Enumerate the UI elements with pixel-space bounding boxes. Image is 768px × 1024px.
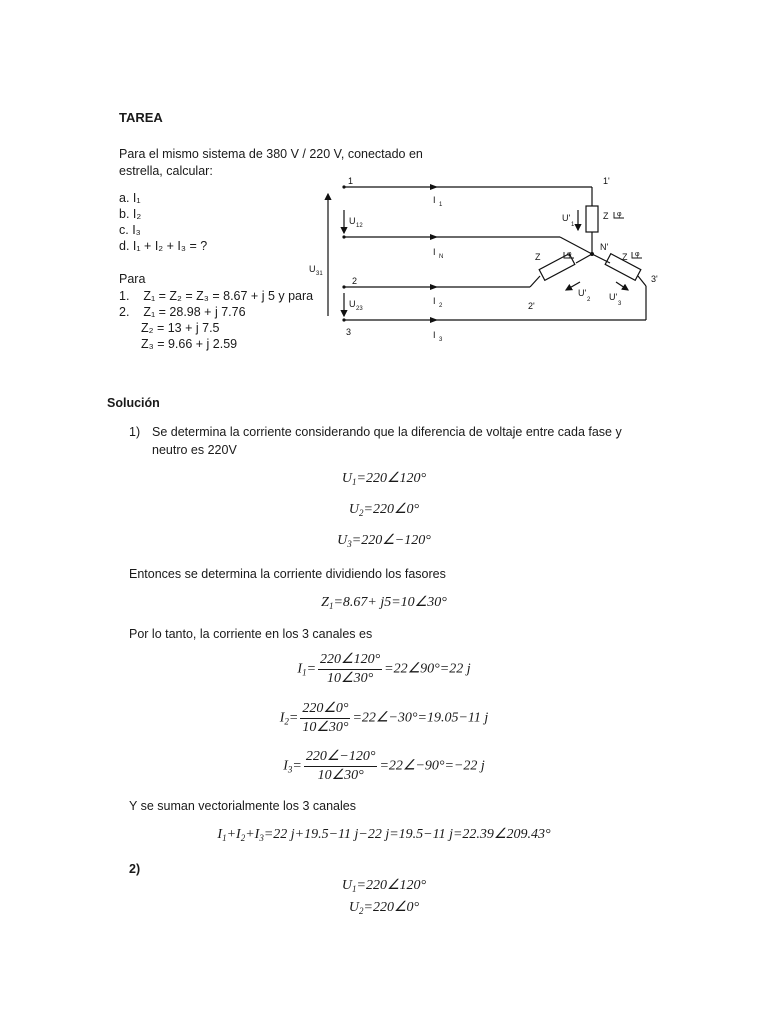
u1p-label: U'	[562, 213, 571, 223]
u2p-sub: 2	[587, 297, 591, 303]
eq-u1: $U_1=220\angle 120^\circ$	[341, 471, 427, 487]
tarea-item-c: c. I₃	[119, 223, 141, 237]
phi-3: φ	[635, 251, 640, 258]
u23-label: U	[349, 299, 356, 309]
i2-arrow	[430, 284, 438, 290]
u23-sub: 23	[356, 306, 363, 312]
impedance-1	[586, 206, 598, 232]
node-1p-label: 1'	[603, 176, 610, 186]
i2-sub: 2	[439, 303, 443, 309]
tarea-intro-line1: Para el mismo sistema de 380 V / 220 V, conectado en	[119, 147, 423, 161]
eq-i1: $I_1=$ $\frac{220\angle 120^\circ}{10\angle 30^\circ}$ =22∠90°=22 j	[297, 652, 471, 686]
u31-label: U	[309, 264, 316, 274]
step-1-number: 1)	[129, 425, 141, 439]
step-2-number: 2)	[129, 862, 141, 876]
phi-2: φ	[567, 251, 572, 258]
eq-i3: $I_3=$ $\frac{220\angle-120^\circ}{10\angle 30^\circ}$ =22∠−90°=−22 j	[283, 749, 485, 783]
i1-arrow	[430, 184, 438, 190]
u3p-sub: 3	[618, 301, 622, 307]
node-n-label: N'	[600, 242, 609, 252]
node-3-label: 3	[346, 327, 352, 337]
i1-sub: 1	[439, 202, 443, 208]
i3-arrow	[430, 317, 438, 323]
u2p-label: U'	[578, 288, 587, 298]
eq-u3: $U_3=220\angle-120^\circ$	[337, 533, 431, 549]
node-3p-label: 3'	[651, 274, 658, 284]
tarea-item-d: d. I₁ + I₂ + I₃ = ?	[119, 239, 208, 253]
u31-sub: 31	[316, 271, 323, 277]
in-label: I	[433, 247, 436, 257]
i1-label: I	[433, 195, 436, 205]
z2-label: Z	[535, 252, 541, 262]
tarea-intro-line2: estrella, calcular:	[119, 164, 213, 178]
u12-label: U	[349, 216, 356, 226]
tarea-case-2: 2. Z₁ = 28.98 + j 7.76	[119, 305, 246, 319]
eq-z1: $Z_1=8.67+$ j5=10∠30°	[321, 595, 447, 611]
in-arrow	[430, 234, 438, 240]
node-1-label: 1	[348, 176, 354, 186]
u3p-label: U'	[609, 292, 618, 302]
tarea-item-b: b. I₂	[119, 207, 142, 221]
tarea-case-1: 1. Z₁ = Z₂ = Z₃ = 8.67 + j 5 y para	[119, 289, 314, 303]
tarea-case-2-z3: Z₃ = 9.66 + j 2.59	[141, 337, 238, 351]
tarea-case-2-z2: Z₂ = 13 + j 7.5	[141, 321, 220, 335]
node-2p-label: 2'	[528, 301, 535, 311]
i2-label: I	[433, 296, 436, 306]
u1p-sub: 1	[571, 222, 575, 228]
text-divide: Entonces se determina la corriente dividiendo los fasores	[129, 567, 446, 581]
u12-sub: 12	[356, 223, 363, 229]
z3-label: Z	[622, 252, 628, 262]
eq-sum: $I_1+I_2+I_3=22$ j+19.5−11 j−22 j=19.5−11 j=22.39∠209.43°	[217, 827, 551, 843]
tarea-item-a: a. I₁	[119, 191, 141, 205]
text-suman: Y se suman vectorialmente los 3 canales	[129, 799, 356, 813]
node-2-label: 2	[352, 276, 358, 286]
eq-u2: $U_2=220\angle 0^\circ$	[348, 502, 420, 518]
i3-sub: 3	[439, 337, 443, 343]
step-1-line2: neutro es 220V	[152, 443, 237, 457]
solucion-title: Solución	[107, 396, 160, 410]
in-sub: N	[439, 254, 444, 260]
tarea-title: TAREA	[119, 110, 163, 125]
z1-label: Z	[603, 211, 609, 221]
text-canales: Por lo tanto, la corriente en los 3 canales es	[129, 627, 373, 641]
phi-1: φ	[617, 211, 622, 218]
eq-i2: $I_2=$ $\frac{220\angle 0^\circ}{10\angle 30^\circ}$ =22∠−30°=19.05−11 j	[279, 701, 489, 735]
tarea-para: Para	[119, 272, 146, 286]
eq-s2-u2: $U_2=220\angle 0^\circ$	[348, 900, 420, 916]
u3p-arrow	[616, 282, 628, 290]
circuit-diagram	[300, 170, 670, 350]
step-1-line1: Se determina la corriente considerando que la diferencia de voltaje entre cada fase y	[152, 425, 622, 439]
eq-s2-u1: $U_1=220\angle 120^\circ$	[341, 878, 427, 894]
i3-label: I	[433, 330, 436, 340]
